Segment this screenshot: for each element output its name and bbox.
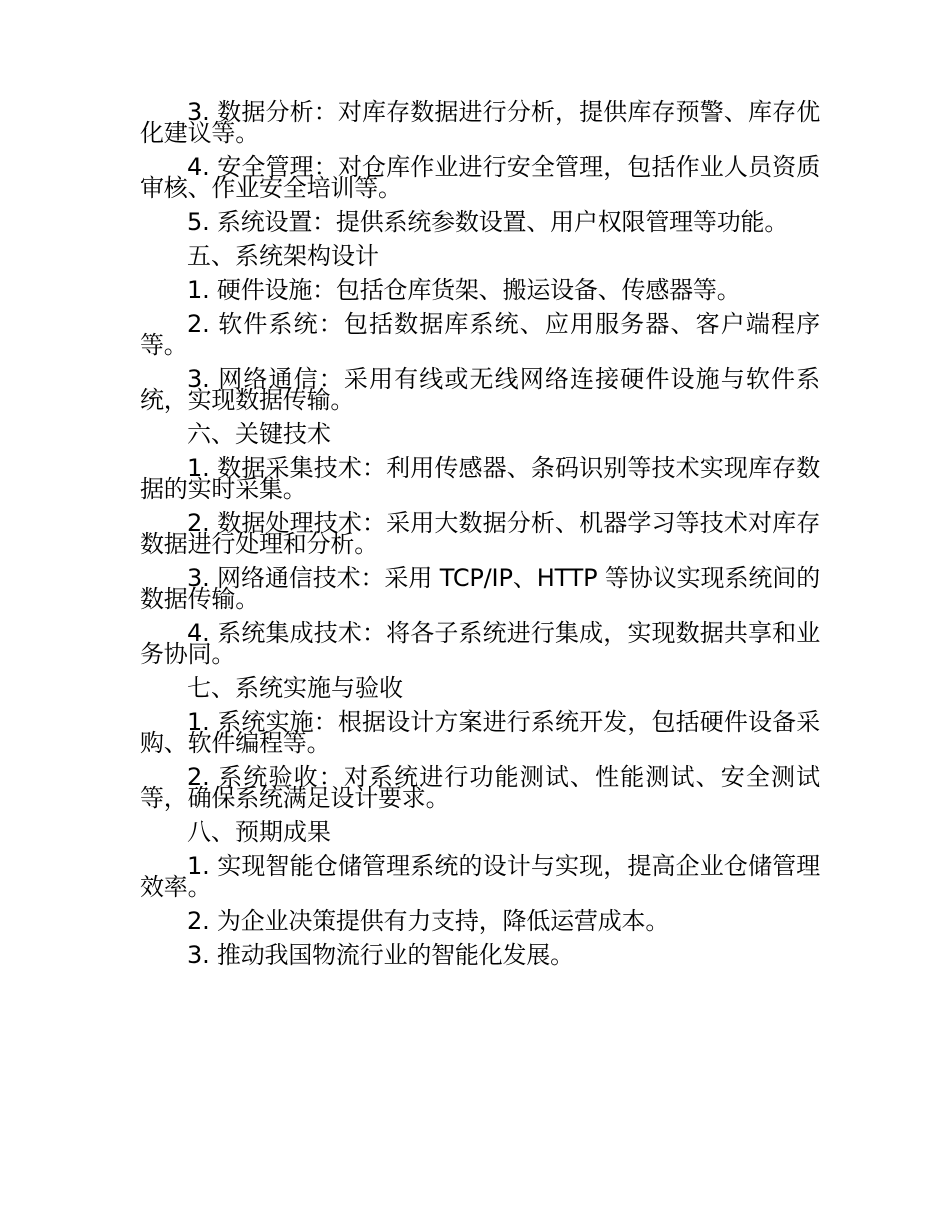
section-heading-expected-results: 八、预期成果 bbox=[187, 818, 331, 846]
section-heading-architecture: 五、系统架构设计 bbox=[187, 242, 379, 270]
section-heading-key-technologies: 六、关键技术 bbox=[187, 420, 331, 448]
paragraph-result-logistics: 3. 推动我国物流行业的智能化发展。 bbox=[187, 941, 574, 969]
paragraph-data-analysis: 3. 数据分析：对库存数据进行分析，提供库存预警、库存优化建议等。 bbox=[140, 98, 820, 147]
paragraph-implementation: 1. 系统实施：根据设计方案进行系统开发，包括硬件设备采购、软件编程等。 bbox=[140, 708, 820, 757]
paragraph-system-integration: 4. 系统集成技术：将各子系统进行集成，实现数据共享和业务协同。 bbox=[140, 619, 820, 668]
paragraph-result-efficiency: 1. 实现智能仓储管理系统的设计与实现，提高企业仓储管理效率。 bbox=[140, 852, 820, 901]
document-page bbox=[140, 98, 820, 979]
paragraph-result-decision-support: 2. 为企业决策提供有力支持，降低运营成本。 bbox=[187, 907, 670, 935]
paragraph-hardware: 1. 硬件设施：包括仓库货架、搬运设备、传感器等。 bbox=[187, 276, 741, 304]
paragraph-acceptance: 2. 系统验收：对系统进行功能测试、性能测试、安全测试等，确保系统满足设计要求。 bbox=[140, 763, 820, 812]
paragraph-data-collection: 1. 数据采集技术：利用传感器、条码识别等技术实现库存数据的实时采集。 bbox=[140, 454, 820, 503]
section-heading-implementation: 七、系统实施与验收 bbox=[187, 674, 403, 702]
paragraph-software: 2. 软件系统：包括数据库系统、应用服务器、客户端程序等。 bbox=[140, 310, 820, 359]
paragraph-network: 3. 网络通信：采用有线或无线网络连接硬件设施与软件系统，实现数据传输。 bbox=[140, 365, 820, 414]
paragraph-system-settings: 5. 系统设置：提供系统参数设置、用户权限管理等功能。 bbox=[187, 208, 789, 236]
paragraph-safety-management: 4. 安全管理：对仓库作业进行安全管理，包括作业人员资质审核、作业安全培训等。 bbox=[140, 153, 820, 202]
paragraph-network-technology: 3. 网络通信技术：采用 TCP/IP、HTTP 等协议实现系统间的数据传输。 bbox=[140, 564, 820, 613]
paragraph-data-processing: 2. 数据处理技术：采用大数据分析、机器学习等技术对库存数据进行处理和分析。 bbox=[140, 509, 820, 558]
